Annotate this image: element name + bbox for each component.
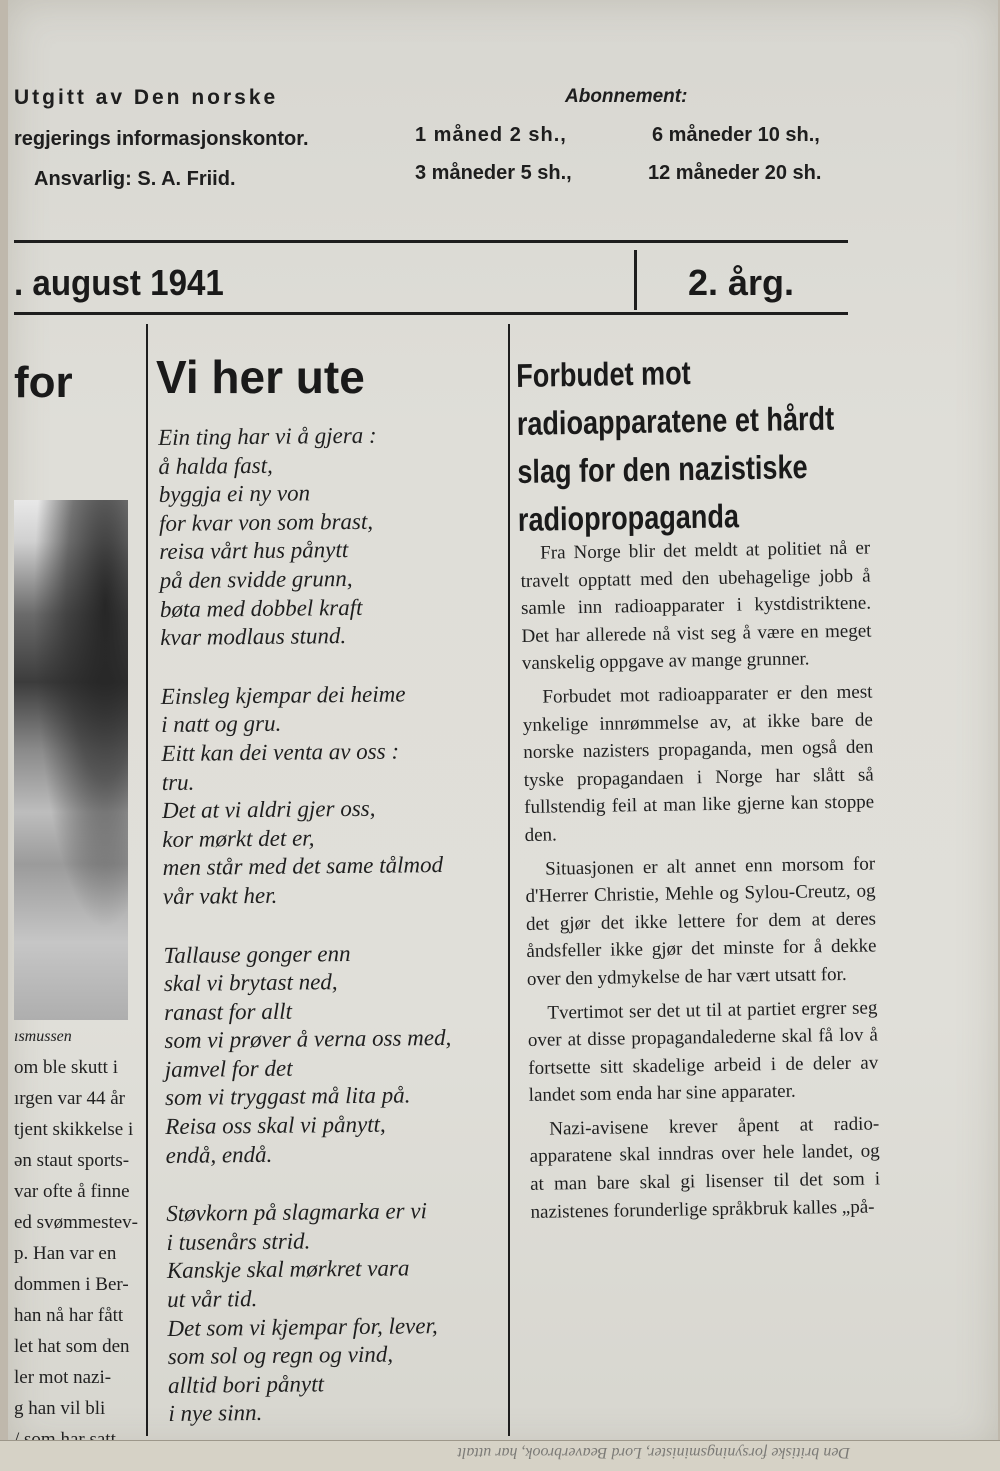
publisher-line: Utgitt av Den norske bbox=[14, 86, 279, 109]
volume-number: 2. årg. bbox=[688, 262, 795, 303]
subscription-rate: 3 måneder 5 sh., bbox=[415, 162, 572, 184]
poem-line: Kanskje skal mørkret vara bbox=[166, 1255, 410, 1284]
text-line: han nå har fått bbox=[14, 1305, 124, 1326]
news-photo bbox=[14, 500, 128, 1020]
article-paragraph: Situasjonen er alt annet enn morsom for d'Herrer Christie, Mehle og Sylou-Creutz, og det gjør det ikke lettere for dem at deres åndsfeller ikke gjør det minste for å dekke over den ydmykelse de har vært utsatt for. bbox=[525, 852, 877, 990]
poem-line: endå, endå. bbox=[165, 1141, 273, 1168]
text-line: let hat som den bbox=[14, 1336, 130, 1357]
text-line: var ofte å finne bbox=[14, 1181, 130, 1202]
article-paragraph: Fra Norge blir det meldt at politiet nå er travelt opptatt med den ubehagelige jobb å samle inn radioapparater i kystdistriktene. Det har allerede nå vist seg å være en meget vanskelig oppgave av mange grunner. bbox=[520, 537, 872, 675]
poem-line: kvar modlaus stund. bbox=[160, 623, 347, 651]
left-column-headline: for bbox=[14, 358, 73, 407]
poem-line: kor mørkt det er, bbox=[162, 825, 315, 852]
article-paragraph: Nazi-avisene krever åpent at radio-apparatene skal inndras over hele landet, og at man bare skal gi lisenser til det som i nazistenes forunderlige språkbruk kalles „på- bbox=[529, 1113, 881, 1223]
rule-top bbox=[14, 240, 848, 243]
poem-line: skal vi brytast ned, bbox=[163, 969, 338, 997]
article-body bbox=[520, 535, 881, 1233]
poem-line: tru. bbox=[161, 769, 195, 795]
poem-title: Vi her ute bbox=[156, 351, 365, 403]
poem-line: men står med det same tålmod bbox=[162, 852, 444, 881]
article-paragraph: Tvertimot ser det ut til at partiet ergrer seg over at disse propagandalederne skal få lov å fortsette sitt skadelige arbeid i de deler av landet som enda har sine apparater. bbox=[527, 996, 879, 1107]
underlying-page-edge bbox=[0, 1440, 1000, 1471]
poem-line: Eitt kan dei venta av oss : bbox=[161, 738, 400, 766]
subscription-rate: 12 måneder 20 sh. bbox=[648, 162, 822, 184]
poem-stanza bbox=[158, 420, 520, 653]
poem-line: i nye sinn. bbox=[168, 1400, 263, 1427]
poem-body bbox=[158, 420, 529, 1459]
text-line: dommen i Ber- bbox=[14, 1274, 129, 1295]
poem-line: å halda fast, bbox=[158, 452, 273, 479]
article-paragraph: Forbudet mot radioapparater er den mest ynkelige innrømmelse av, at ikke bare de norske nazisters propaganda, men også den tyske propagandaen i Norge har slått så fullstendig feil at man like gjerne kan stoppe den. bbox=[522, 681, 875, 846]
subscription-rate: 6 måneder 10 sh., bbox=[652, 124, 820, 146]
poem-line: alltid bori pånytt bbox=[167, 1371, 325, 1398]
text-line: ən staut sports- bbox=[14, 1150, 130, 1171]
poem-line: Reisa oss skal vi pånytt, bbox=[165, 1111, 386, 1140]
upside-down-text: Den britiske forsyningsminister, Lord Beaverbrook, har uttalt bbox=[457, 1444, 850, 1461]
poem-line: Det at vi aldri gjer oss, bbox=[161, 795, 376, 824]
subscription-rate: 1 måned 2 sh., bbox=[415, 124, 567, 146]
poem-line: i tusenårs strid. bbox=[166, 1228, 311, 1255]
poem-line: reisa vårt hus pånytt bbox=[159, 537, 349, 565]
poem-line: i natt og gru. bbox=[161, 711, 282, 738]
text-line: p. Han var en bbox=[14, 1243, 117, 1264]
text-line: tjent skikkelse i bbox=[14, 1119, 134, 1140]
poem-stanza bbox=[166, 1196, 528, 1429]
poem-line: ut vår tid. bbox=[167, 1286, 258, 1312]
publisher-office: regjerings informasjonskontor. bbox=[14, 128, 309, 150]
poem-line: vår vakt her. bbox=[162, 882, 278, 909]
poem-stanza bbox=[163, 938, 525, 1171]
poem-line: som vi tryggast må lita på. bbox=[164, 1082, 411, 1111]
rule-vertical-divider bbox=[634, 250, 637, 310]
poem-line: Einsleg kjempar dei heime bbox=[160, 681, 406, 709]
poem-line: ranast for allt bbox=[164, 998, 293, 1025]
responsible-editor: Ansvarlig: S. A. Friid. bbox=[34, 168, 236, 190]
subscription-title: Abonnement: bbox=[565, 86, 688, 107]
text-line: om ble skutt i bbox=[14, 1057, 118, 1078]
dateline: . august 1941 bbox=[14, 262, 224, 303]
poem-line: Det som vi kjempar for, lever, bbox=[167, 1312, 438, 1341]
rule-date-bottom bbox=[14, 312, 848, 315]
text-line: ler mot nazi- bbox=[14, 1367, 112, 1388]
poem-line: byggja ei ny von bbox=[158, 480, 311, 508]
poem-line: som sol og regn og vind, bbox=[167, 1341, 394, 1370]
poem-line: Ein ting har vi å gjera : bbox=[158, 422, 377, 450]
left-column-text bbox=[14, 1052, 166, 1455]
poem-stanza bbox=[161, 679, 523, 912]
poem-line: bøta med dobbel kraft bbox=[159, 594, 363, 622]
text-line: ırgen var 44 år bbox=[14, 1088, 125, 1109]
poem-line: som vi prøver å verna oss med, bbox=[164, 1025, 452, 1054]
poem-line: Tallause gonger enn bbox=[163, 940, 351, 968]
text-line: g han vil bli bbox=[14, 1398, 106, 1419]
poem-line: jamvel for det bbox=[164, 1055, 293, 1082]
poem-line: for kvar von som brast, bbox=[158, 508, 374, 536]
article-headline: Forbudet mot radioapparatene et hårdt slag for den nazistiske radiopropaganda bbox=[516, 354, 835, 538]
poem-line: Støvkorn på slagmarka er vi bbox=[166, 1198, 428, 1227]
text-line: ed svømmestev- bbox=[14, 1212, 139, 1233]
poem-line: på den svidde grunn, bbox=[159, 565, 353, 593]
photo-caption: ısmussen bbox=[14, 1028, 72, 1045]
